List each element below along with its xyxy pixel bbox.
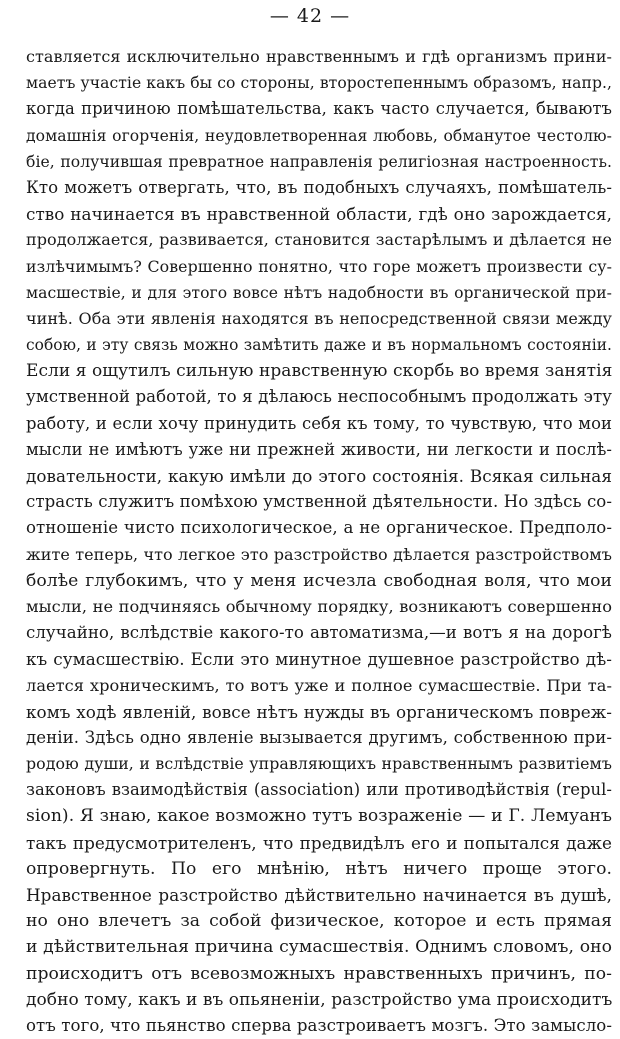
text-line: законовъ взаимодѣйствія (association) или противодѣйствія (repul- xyxy=(26,780,612,800)
page-number: — 42 — xyxy=(269,5,351,27)
text-line: мысли, не подчиняясь обычному порядку, возникаютъ совершенно xyxy=(26,596,612,616)
text-line: работу, и если хочу принудить себя къ тому, то чувствую, что мои xyxy=(26,413,612,433)
text-line: случайно, вслѣдствіе какого-то автоматизма,—и вотъ я на дорогѣ xyxy=(26,623,612,643)
text-line: отношеніе чисто психологическое, а не органическое. Предполо- xyxy=(26,518,612,538)
text-line: болѣе глубокимъ, что у меня исчезла свободная воля, что мои xyxy=(26,570,612,591)
text-line: къ сумасшествію. Если это минутное душевное разстройство дѣ- xyxy=(26,649,612,670)
text-line: и дѣйствительная причина сумасшествія. Однимъ словомъ, оно xyxy=(26,937,612,958)
text-line: отъ того, что пьянство сперва разстроиваетъ мозгъ. Это замысло- xyxy=(26,1015,612,1035)
text-line: но оно влечетъ за собой физическое, которое и есть прямая xyxy=(26,911,612,932)
text-line: мысли не имѣютъ уже ни прежней живости, ни легкости и послѣ- xyxy=(26,439,612,459)
text-line: масшествіе, и для этого вовсе нѣтъ надобности въ органической при- xyxy=(26,283,612,302)
text-line: такъ предусмотрителенъ, что предвидѣлъ его и попытался даже xyxy=(26,832,612,853)
text-line: собою, и эту связь можно замѣтить даже и въ нормальномъ состояніи. xyxy=(26,336,612,355)
text-line: біе, получившая превратное направленія религіозная настроенность. xyxy=(26,152,612,171)
text-line: когда причиною помѣшательства, какъ часто случается, бываютъ xyxy=(26,99,612,119)
text-line: продолжается, развивается, становится застарѣлымъ и дѣлается не xyxy=(26,230,612,250)
text-line: довательности, какую имѣли до этого состоянія. Всякая сильная xyxy=(26,466,612,486)
text-line: излѣчимымъ? Совершенно понятно, что горе можетъ произвести су- xyxy=(26,256,612,276)
body-text xyxy=(26,44,612,1039)
text-line: родою души, и вслѣдствіе управляющихъ нравственнымъ развитіемъ xyxy=(26,754,612,774)
text-line: Кто можетъ отвергать, что, въ подобныхъ случаяхъ, помѣшатель- xyxy=(26,177,612,197)
text-line: sion). Я знаю, какое возможно тутъ возраженіе — и Г. Лемуанъ xyxy=(26,806,612,827)
text-line: жите теперь, что легкое это разстройство дѣлается разстройствомъ xyxy=(26,544,612,564)
text-line: чинѣ. Оба эти явленія находятся въ непосредственной связи между xyxy=(26,308,612,328)
text-line: ставляется исключительно нравственнымъ и гдѣ организмъ прини- xyxy=(26,47,612,66)
text-line: ство начинается въ нравственной области, гдѣ оно зарождается, xyxy=(26,204,612,225)
text-line: опровергнуть. По его мнѣнію, нѣтъ ничего проще этого. xyxy=(26,858,612,879)
text-line: маетъ участіе какъ бы со стороны, второстепеннымъ образомъ, напр., xyxy=(26,74,612,93)
text-line: умственной работой, то я дѣлаюсь неспособнымъ продолжать эту xyxy=(26,387,612,407)
text-line: Если я ощутилъ сильную нравственную скорбь во время занятія xyxy=(26,361,612,382)
text-line: добно тому, какъ и въ опьяненіи, разстройство ума происходитъ xyxy=(26,989,612,1010)
text-line: лается хроническимъ, то вотъ уже и полное сумасшествіе. При та- xyxy=(26,675,612,695)
text-line: комъ ходѣ явленій, вовсе нѣтъ нужды въ органическомъ повреж- xyxy=(26,701,612,722)
text-line: деніи. Здѣсь одно явленіе вызывается другимъ, собственною при- xyxy=(26,727,612,747)
text-line: домашнія огорченія, неудовлетворенная любовь, обманутое честолю- xyxy=(26,126,612,145)
text-line: Нравственное разстройство дѣйствительно начинается въ душѣ, xyxy=(26,885,612,905)
text-line: происходитъ отъ всевозможныхъ нравственныхъ причинъ, по- xyxy=(26,963,612,984)
text-line: страсть служитъ помѣхою умственной дѣятельности. Но здѣсь со- xyxy=(26,492,612,512)
